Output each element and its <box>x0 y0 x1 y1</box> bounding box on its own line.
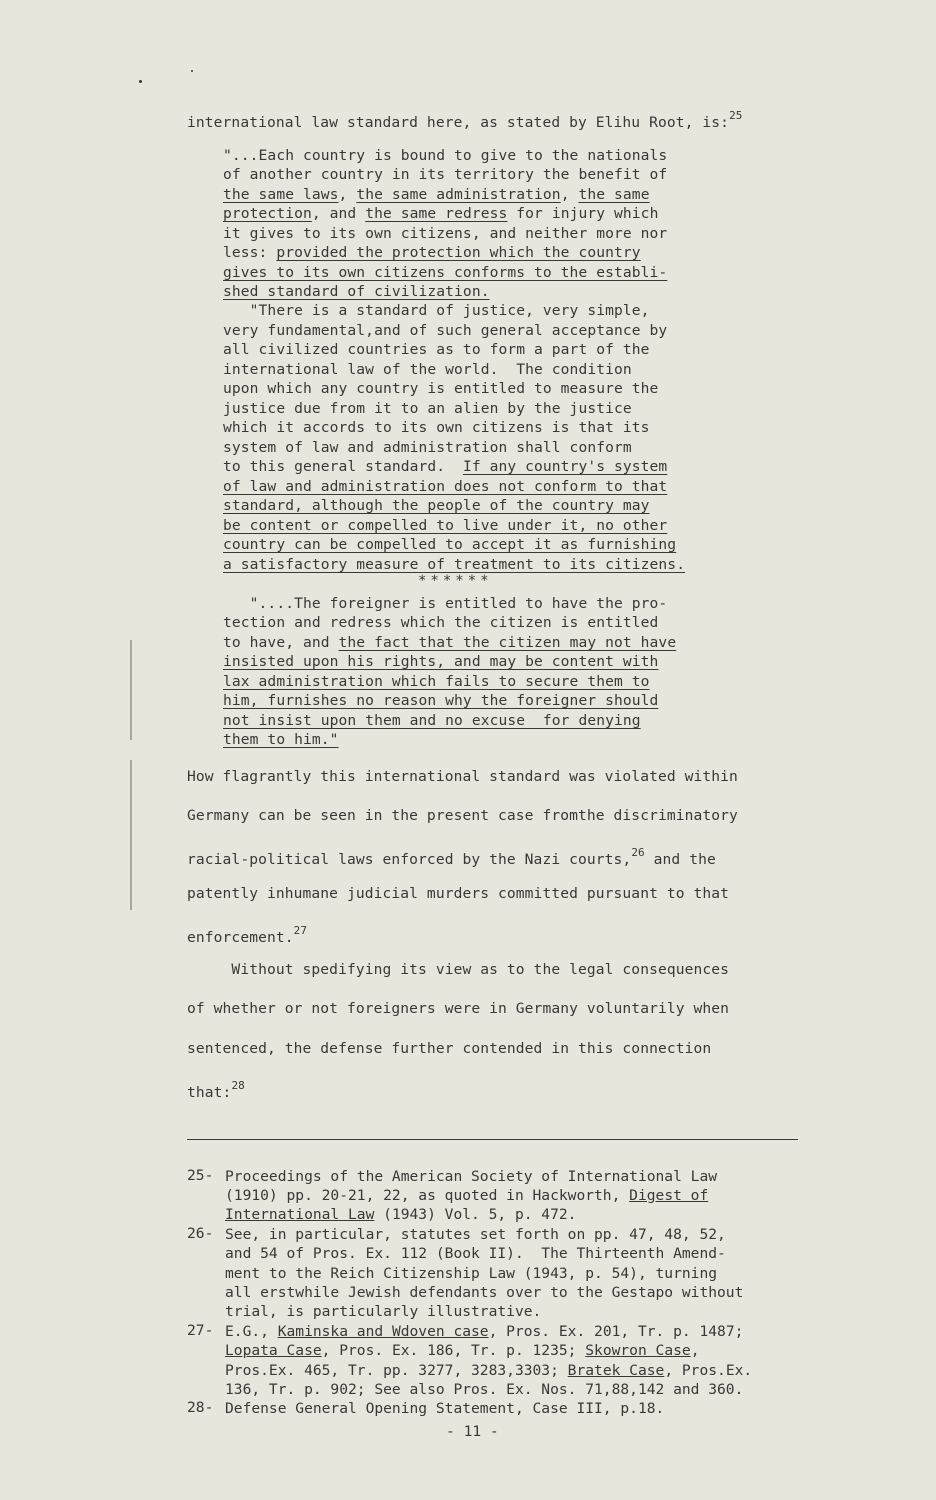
footnote-line: ment to the Reich Citizenship Law (1943, p. 54), turning <box>225 1265 718 1282</box>
footnote-line: Lopata Case, Pros. Ex. 186, Tr. p. 1235; Skowron Case, <box>225 1342 700 1359</box>
footnote-line: International Law (1943) Vol. 5, p. 472. <box>225 1206 577 1223</box>
body-line: racial-political laws enforced by the Nazi courts,$^{26}$ and the <box>187 846 716 868</box>
footnote-line: and 54 of Pros. Ex. 112 (Book II). The Thirteenth Amend- <box>225 1245 726 1262</box>
footnote-line: E.G., Kaminska and Wdoven case, Pros. Ex. 201, Tr. p. 1487; <box>225 1323 744 1340</box>
quote-line: less: provided the protection which the country <box>223 244 641 261</box>
quote-line: "There is a standard of justice, very simple, <box>223 302 650 319</box>
quote-line: the same laws, the same administration, the same <box>223 186 650 203</box>
footnote-line: Defense General Opening Statement, Case III, p.18. <box>225 1400 665 1417</box>
body-line: sentenced, the defense further contended in this connection <box>187 1040 712 1057</box>
quote-line: "....The foreigner is entitled to have the pro- <box>223 595 668 612</box>
quote-line: upon which any country is entitled to measure the <box>223 380 659 397</box>
quote-line: to have, and the fact that the citizen may not have <box>223 634 677 651</box>
footnote-line: trial, is particularly illustrative. <box>225 1303 542 1320</box>
quote-line: protection, and the same redress for injury which <box>223 205 659 222</box>
quote-line: all civilized countries as to form a part of the <box>223 341 650 358</box>
section-separator: ****** <box>418 573 493 589</box>
quote-line: a satisfactory measure of treatment to its citizens. <box>223 556 686 573</box>
footnote-line: 136, Tr. p. 902; See also Pros. Ex. Nos. 71,88,142 and 360. <box>225 1381 744 1398</box>
footnote-line: See, in particular, statutes set forth on pp. 47, 48, 52, <box>225 1226 726 1243</box>
quote-line: which it accords to its own citizens is that its <box>223 419 650 436</box>
quote-line: very fundamental,and of such general acceptance by <box>223 322 668 339</box>
footnote-line: Pros.Ex. 465, Tr. pp. 3277, 3283,3303; Bratek Case, Pros.Ex. <box>225 1362 753 1379</box>
footnote-number: 25- <box>187 1167 214 1184</box>
body-line: patently inhumane judicial murders committed pursuant to that <box>187 885 730 902</box>
quote-line: system of law and administration shall conform <box>223 439 632 456</box>
quote-line: to this general standard. If any country's system <box>223 458 668 475</box>
quote-line: lax administration which fails to secure them to <box>223 673 650 690</box>
intro-line: international law standard here, as stated by Elihu Root, is:$^{25}$ <box>187 109 743 131</box>
margin-mark <box>191 70 193 72</box>
quote-line: it gives to its own citizens, and neither more nor <box>223 225 668 242</box>
quote-line: not insist upon them and no excuse for denying <box>223 712 641 729</box>
body-line: enforcement.$^{27}$ <box>187 924 308 946</box>
footnote-line: (1910) pp. 20-21, 22, as quoted in Hackworth, Digest of <box>225 1187 709 1204</box>
footnote-line: Proceedings of the American Society of International Law <box>225 1168 718 1185</box>
quote-line: insisted upon his rights, and may be content with <box>223 653 659 670</box>
quote-line: country can be compelled to accept it as furnishing <box>223 536 677 553</box>
footnote-ref: 28 <box>231 1079 245 1092</box>
margin-line <box>130 640 132 740</box>
body-line: of whether or not foreigners were in Germany voluntarily when <box>187 1000 730 1017</box>
body-line: How flagrantly this international standard was violated within <box>187 768 738 785</box>
body-line: that:$^{28}$ <box>187 1079 245 1101</box>
footnote-number: 28- <box>187 1399 214 1416</box>
quote-line: "...Each country is bound to give to the nationals <box>223 147 668 164</box>
quote-line: tection and redress which the citizen is entitled <box>223 614 659 631</box>
margin-mark <box>139 80 142 83</box>
quote-line: shed standard of civilization. <box>223 283 490 300</box>
body-line: Germany can be seen in the present case fromthe discriminatory <box>187 807 738 824</box>
footnote-number: 27- <box>187 1322 214 1339</box>
page-number: - 11 - <box>446 1423 499 1440</box>
quote-line: standard, although the people of the country may <box>223 497 650 514</box>
quote-line: gives to its own citizens conforms to the establi- <box>223 264 668 281</box>
margin-line <box>130 760 132 910</box>
quote-line: him, furnishes no reason why the foreigner should <box>223 692 659 709</box>
quote-line: them to him." <box>223 731 339 748</box>
footnote-line: all erstwhile Jewish defendants over to the Gestapo without <box>225 1284 744 1301</box>
quote-line: be content or compelled to live under it, no other <box>223 517 668 534</box>
quote-line: of another country in its territory the benefit of <box>223 166 668 183</box>
quote-line: justice due from it to an alien by the justice <box>223 400 632 417</box>
footnote-number: 26- <box>187 1225 214 1242</box>
footnote-ref: 27 <box>293 924 308 937</box>
body-line: Without spedifying its view as to the legal consequences <box>187 961 730 978</box>
footnote-ref: 25 <box>729 109 743 122</box>
footnote-ref: 26 <box>631 846 645 859</box>
quote-line: of law and administration does not conform to that <box>223 478 668 495</box>
quote-line: international law of the world. The condition <box>223 361 632 378</box>
footnote-rule <box>187 1139 798 1140</box>
